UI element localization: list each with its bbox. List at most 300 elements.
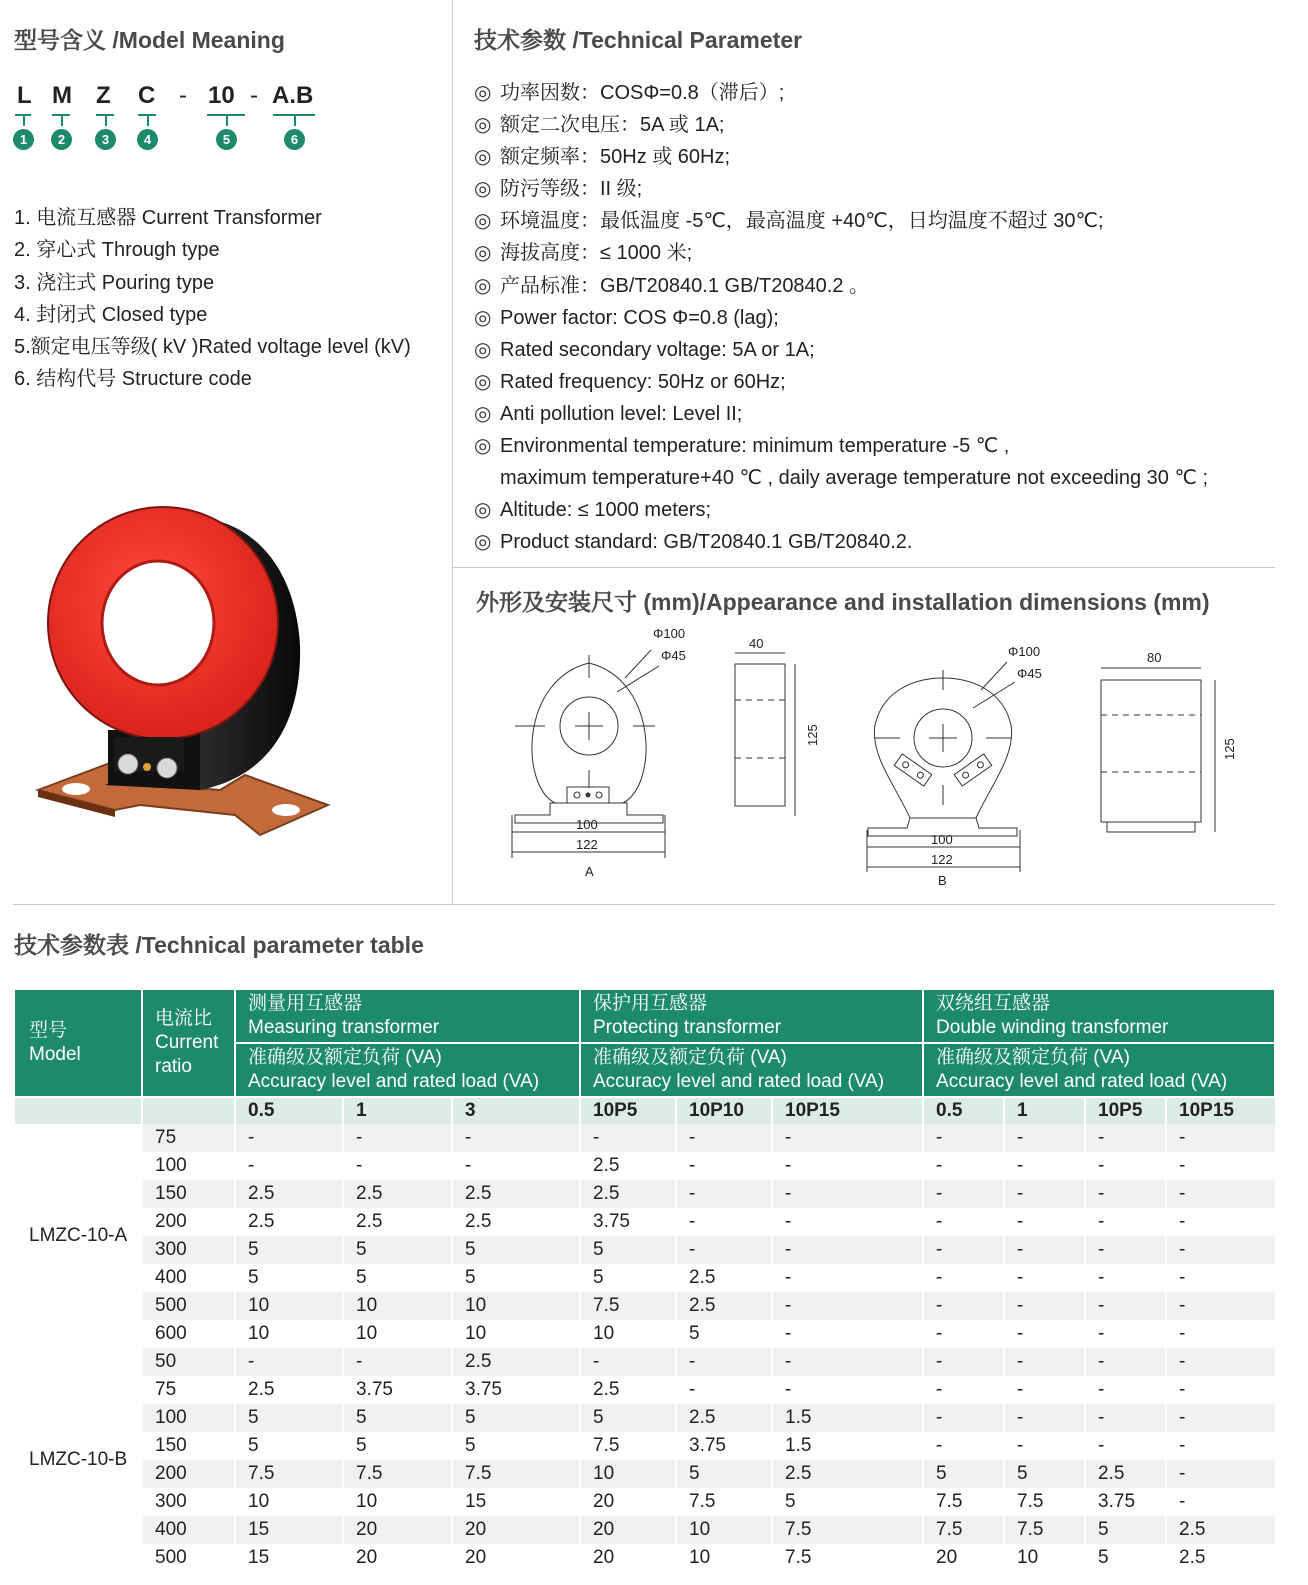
header-model: 型号 Model	[14, 989, 142, 1097]
bullet-icon: ◎	[474, 435, 492, 458]
value-cell: 10	[580, 1320, 676, 1348]
value-cell: 10	[235, 1292, 343, 1320]
bullet-icon: ◎	[474, 531, 492, 554]
header-measuring: 测量用互感器 Measuring transformer	[235, 989, 580, 1043]
code-tick	[23, 114, 25, 126]
table-row	[14, 1292, 1275, 1320]
value-cell: 10	[452, 1320, 580, 1348]
drawing-a-side	[735, 636, 820, 816]
param-item	[474, 398, 1208, 430]
value-cell: 5	[1085, 1544, 1166, 1572]
value-cell: 2.5	[772, 1460, 923, 1488]
value-cell: 20	[343, 1516, 452, 1544]
value-cell: -	[1004, 1264, 1085, 1292]
value-cell: 10	[1004, 1544, 1085, 1572]
code-number-badge: 3	[95, 129, 116, 150]
value-cell: 20	[580, 1516, 676, 1544]
grade-row	[14, 1097, 1275, 1124]
value-cell: -	[1004, 1208, 1085, 1236]
value-cell: 20	[452, 1544, 580, 1572]
value-cell: -	[1004, 1124, 1085, 1152]
meaning-item: 5.额定电压等级( kV )Rated voltage level (kV)	[14, 336, 411, 359]
value-cell: -	[1166, 1236, 1275, 1264]
value-cell: 15	[235, 1516, 343, 1544]
value-cell: -	[1004, 1376, 1085, 1404]
value-cell: 5	[676, 1320, 772, 1348]
value-cell: -	[1004, 1404, 1085, 1432]
value-cell: 10	[580, 1460, 676, 1488]
value-cell: 7.5	[772, 1516, 923, 1544]
bullet-icon: ◎	[474, 370, 492, 393]
header-accuracy: 准确级及额定负荷 (VA) Accuracy level and rated load (VA)	[923, 1043, 1275, 1097]
value-cell: -	[923, 1180, 1004, 1208]
value-cell: 2.5	[452, 1180, 580, 1208]
param-item	[474, 302, 1208, 334]
dim-label: 100	[576, 817, 598, 832]
ratio-cell: 75	[142, 1376, 235, 1404]
param-text: Product standard: GB/T20840.1 GB/T20840.2.	[500, 531, 913, 554]
value-cell: 20	[923, 1544, 1004, 1572]
value-cell: 5	[1004, 1460, 1085, 1488]
value-cell: 5	[580, 1236, 676, 1264]
table-row	[14, 1320, 1275, 1348]
value-cell: 5	[676, 1460, 772, 1488]
param-item	[474, 237, 1208, 269]
param-item	[474, 141, 1208, 173]
code-tick	[226, 114, 228, 126]
section-divider	[13, 904, 1275, 905]
bullet-icon: ◎	[474, 210, 492, 233]
value-cell: -	[923, 1292, 1004, 1320]
value-cell: 15	[452, 1488, 580, 1516]
value-cell: -	[1166, 1180, 1275, 1208]
value-cell: -	[772, 1348, 923, 1376]
meaning-item: 6. 结构代号 Structure code	[14, 368, 252, 391]
model-meaning-title: 型号含义 /Model Meaning	[14, 27, 285, 53]
ratio-cell: 500	[142, 1292, 235, 1320]
value-cell: 5	[235, 1404, 343, 1432]
value-cell: -	[923, 1348, 1004, 1376]
header-double-winding: 双绕组互感器 Double winding transformer	[923, 989, 1275, 1043]
value-cell: 2.5	[235, 1180, 343, 1208]
param-item	[474, 366, 1208, 398]
value-cell: 5	[235, 1236, 343, 1264]
dimension-drawing	[455, 620, 1275, 890]
ratio-cell: 200	[142, 1460, 235, 1488]
param-item	[474, 173, 1208, 205]
ratio-cell: 300	[142, 1488, 235, 1516]
dim-label: 80	[1147, 650, 1162, 665]
param-text: 额定频率：50Hz 或 60Hz;	[500, 146, 731, 169]
value-cell: -	[343, 1152, 452, 1180]
grade-cell: 3	[452, 1097, 580, 1124]
value-cell: -	[923, 1320, 1004, 1348]
table-row	[14, 1376, 1275, 1404]
dim-label: Φ100	[1008, 644, 1041, 659]
param-item	[474, 270, 1208, 302]
value-cell: -	[1166, 1460, 1275, 1488]
ratio-cell: 600	[142, 1320, 235, 1348]
value-cell: 7.5	[580, 1292, 676, 1320]
value-cell: -	[580, 1348, 676, 1376]
value-cell: 10	[235, 1488, 343, 1516]
value-cell: -	[1004, 1292, 1085, 1320]
value-cell: -	[772, 1180, 923, 1208]
value-cell: 10	[235, 1320, 343, 1348]
value-cell: -	[1166, 1264, 1275, 1292]
table-row	[14, 1432, 1275, 1460]
value-cell: 7.5	[235, 1460, 343, 1488]
value-cell: 2.5	[452, 1208, 580, 1236]
value-cell: 2.5	[343, 1208, 452, 1236]
value-cell: 10	[676, 1516, 772, 1544]
value-cell: -	[1085, 1404, 1166, 1432]
value-cell: 2.5	[580, 1180, 676, 1208]
value-cell: -	[923, 1432, 1004, 1460]
value-cell: -	[235, 1124, 343, 1152]
value-cell: -	[1085, 1432, 1166, 1460]
model-cell: LMZC-10-B	[14, 1348, 142, 1572]
table-row	[14, 1180, 1275, 1208]
value-cell: 3.75	[1085, 1488, 1166, 1516]
value-cell: -	[1004, 1152, 1085, 1180]
value-cell: 2.5	[580, 1376, 676, 1404]
value-cell: 7.5	[452, 1460, 580, 1488]
value-cell: -	[923, 1152, 1004, 1180]
ratio-cell: 400	[142, 1264, 235, 1292]
value-cell: 10	[343, 1320, 452, 1348]
bullet-icon: ◎	[474, 242, 492, 265]
grade-cell: 10P10	[676, 1097, 772, 1124]
value-cell: -	[676, 1376, 772, 1404]
value-cell: -	[343, 1348, 452, 1376]
ratio-cell: 300	[142, 1236, 235, 1264]
meaning-item: 4. 封闭式 Closed type	[14, 303, 208, 326]
value-cell: -	[676, 1124, 772, 1152]
value-cell: -	[772, 1236, 923, 1264]
bullet-icon: ◎	[474, 274, 492, 297]
value-cell: 5	[580, 1264, 676, 1292]
value-cell: 5	[772, 1488, 923, 1516]
param-continuation: maximum temperature+40 ℃ , daily average temperature not exceeding 30 ℃ ;	[500, 467, 1209, 490]
ratio-cell: 500	[142, 1544, 235, 1572]
value-cell: -	[772, 1292, 923, 1320]
value-cell: -	[923, 1236, 1004, 1264]
value-cell: -	[580, 1124, 676, 1152]
value-cell: -	[923, 1264, 1004, 1292]
table-row	[14, 1404, 1275, 1432]
param-item	[474, 430, 1208, 462]
dim-label: 125	[805, 724, 820, 746]
value-cell: 7.5	[343, 1460, 452, 1488]
table-row	[14, 1488, 1275, 1516]
value-cell: -	[1085, 1236, 1166, 1264]
table-row	[14, 1516, 1275, 1544]
grade-cell: 10P15	[1166, 1097, 1275, 1124]
table-row	[14, 1208, 1275, 1236]
value-cell: 2.5	[676, 1292, 772, 1320]
value-cell: -	[1085, 1180, 1166, 1208]
drawing-b-front	[867, 644, 1042, 888]
value-cell: -	[772, 1264, 923, 1292]
dim-label: Φ45	[661, 648, 686, 663]
header-accuracy: 准确级及额定负荷 (VA) Accuracy level and rated load (VA)	[580, 1043, 923, 1097]
value-cell: -	[1166, 1488, 1275, 1516]
ratio-cell: 75	[142, 1124, 235, 1152]
value-cell: -	[923, 1208, 1004, 1236]
code-letter: C	[138, 82, 156, 109]
table-row	[14, 1152, 1275, 1180]
value-cell: 5	[580, 1404, 676, 1432]
dim-label: 125	[1222, 738, 1237, 760]
value-cell: -	[1085, 1376, 1166, 1404]
param-text: 产品标准：GB/T20840.1 GB/T20840.2 。	[500, 274, 870, 297]
dim-label: 122	[931, 852, 953, 867]
product-photo	[30, 505, 340, 850]
value-cell: 2.5	[676, 1264, 772, 1292]
param-text: Anti pollution level: Level II;	[500, 402, 743, 425]
appearance-title: 外形及安装尺寸 (mm)/Appearance and installation dimensions (mm)	[476, 589, 1210, 615]
value-cell: -	[772, 1376, 923, 1404]
header-accuracy: 准确级及额定负荷 (VA) Accuracy level and rated load (VA)	[235, 1043, 580, 1097]
code-letter: L	[17, 82, 32, 109]
dim-label: Φ100	[653, 626, 686, 641]
value-cell: -	[1166, 1208, 1275, 1236]
value-cell: -	[1085, 1208, 1166, 1236]
value-cell: -	[452, 1124, 580, 1152]
code-tick	[61, 114, 63, 126]
grade-cell: 10P15	[772, 1097, 923, 1124]
value-cell: 7.5	[772, 1544, 923, 1572]
value-cell: 2.5	[1166, 1544, 1275, 1572]
value-cell: 2.5	[580, 1152, 676, 1180]
value-cell: 2.5	[235, 1208, 343, 1236]
technical-parameter-list	[474, 77, 1208, 558]
value-cell: 5	[1085, 1516, 1166, 1544]
code-letter: Z	[96, 82, 111, 109]
bullet-icon: ◎	[474, 114, 492, 137]
drawing-label: B	[938, 873, 947, 888]
value-cell: -	[1085, 1292, 1166, 1320]
param-item	[474, 494, 1208, 526]
param-item	[474, 205, 1208, 237]
grade-cell: 1	[343, 1097, 452, 1124]
drawing-b-side	[1101, 650, 1237, 832]
value-cell: -	[676, 1180, 772, 1208]
param-text: 防污等级：II 级;	[500, 178, 643, 201]
drawing-a-front	[512, 626, 686, 879]
value-cell: -	[1085, 1320, 1166, 1348]
value-cell: 5	[343, 1236, 452, 1264]
model-cell: LMZC-10-A	[14, 1124, 142, 1348]
code-number-badge: 6	[284, 129, 305, 150]
table-row	[14, 1264, 1275, 1292]
value-cell: -	[235, 1348, 343, 1376]
value-cell: -	[676, 1236, 772, 1264]
value-cell: 2.5	[235, 1376, 343, 1404]
value-cell: -	[1004, 1236, 1085, 1264]
value-cell: 20	[452, 1516, 580, 1544]
value-cell: -	[923, 1124, 1004, 1152]
ratio-cell: 150	[142, 1180, 235, 1208]
value-cell: -	[676, 1348, 772, 1376]
drawing-label: A	[585, 864, 594, 879]
value-cell: 5	[452, 1264, 580, 1292]
value-cell: -	[772, 1124, 923, 1152]
value-cell: 10	[452, 1292, 580, 1320]
value-cell: -	[1166, 1348, 1275, 1376]
value-cell: -	[772, 1320, 923, 1348]
value-cell: -	[1166, 1292, 1275, 1320]
param-text: 功率因数：COSΦ=0.8（滞后）;	[500, 82, 785, 104]
param-text: 额定二次电压：5A 或 1A;	[500, 114, 725, 137]
value-cell: -	[343, 1124, 452, 1152]
value-cell: 2.5	[452, 1348, 580, 1376]
value-cell: 7.5	[1004, 1516, 1085, 1544]
param-text: Rated frequency: 50Hz or 60Hz;	[500, 370, 786, 393]
value-cell: 5	[343, 1404, 452, 1432]
model-meaning-list	[14, 202, 411, 396]
bullet-icon: ◎	[474, 146, 492, 169]
value-cell: 7.5	[923, 1516, 1004, 1544]
dim-label: 122	[576, 837, 598, 852]
code-letter: M	[52, 82, 72, 109]
value-cell: 5	[235, 1432, 343, 1460]
value-cell: 10	[676, 1544, 772, 1572]
value-cell: 7.5	[676, 1488, 772, 1516]
value-cell: 3.75	[452, 1376, 580, 1404]
table-row	[14, 1348, 1275, 1376]
value-cell: 3.75	[580, 1208, 676, 1236]
code-tick	[147, 114, 149, 126]
dim-label: 40	[749, 636, 764, 651]
bullet-icon: ◎	[474, 178, 492, 201]
code-number-badge: 4	[137, 129, 158, 150]
header-protecting: 保护用互感器 Protecting transformer	[580, 989, 923, 1043]
ratio-cell: 50	[142, 1348, 235, 1376]
value-cell: 5	[343, 1264, 452, 1292]
value-cell: -	[1166, 1432, 1275, 1460]
grade-cell: 10P5	[580, 1097, 676, 1124]
dim-label: 100	[931, 832, 953, 847]
param-text: Altitude: ≤ 1000 meters;	[500, 499, 712, 522]
value-cell: 5	[452, 1432, 580, 1460]
ratio-cell: 150	[142, 1432, 235, 1460]
table-row	[14, 1124, 1275, 1152]
value-cell: -	[1166, 1152, 1275, 1180]
param-text: 环境温度：最低温度 -5℃，最高温度 +40℃，日均温度不超过 30℃;	[500, 210, 1104, 233]
value-cell: -	[1166, 1124, 1275, 1152]
value-cell: -	[1085, 1264, 1166, 1292]
section-divider	[453, 567, 1275, 568]
code-tick	[105, 114, 107, 126]
bullet-icon: ◎	[474, 306, 492, 329]
bullet-icon: ◎	[474, 82, 492, 104]
bullet-icon: ◎	[474, 499, 492, 522]
code-number-badge: 2	[51, 129, 72, 150]
value-cell: -	[676, 1152, 772, 1180]
code-tick	[294, 114, 296, 126]
value-cell: -	[1004, 1180, 1085, 1208]
param-item	[474, 334, 1208, 366]
meaning-item: 1. 电流互感器 Current Transformer	[14, 207, 322, 229]
parameter-table	[13, 988, 1276, 1572]
value-cell: -	[1166, 1320, 1275, 1348]
technical-parameter-title: 技术参数 /Technical Parameter	[474, 27, 803, 53]
value-cell: 3.75	[676, 1432, 772, 1460]
value-cell: 2.5	[343, 1180, 452, 1208]
value-cell: 15	[235, 1544, 343, 1572]
meaning-item: 3. 浇注式 Pouring type	[14, 271, 215, 294]
code-voltage: 10	[208, 82, 235, 109]
value-cell: -	[1004, 1432, 1085, 1460]
dim-label: Φ45	[1017, 666, 1042, 681]
bullet-icon: ◎	[474, 338, 492, 361]
table-row	[14, 1460, 1275, 1488]
grade-cell: 10P5	[1085, 1097, 1166, 1124]
value-cell: 20	[580, 1544, 676, 1572]
value-cell: 1.5	[772, 1404, 923, 1432]
table-row	[14, 1236, 1275, 1264]
grade-cell: 1	[1004, 1097, 1085, 1124]
value-cell: 5	[923, 1460, 1004, 1488]
value-cell: 10	[343, 1488, 452, 1516]
ratio-cell: 400	[142, 1516, 235, 1544]
value-cell: -	[235, 1152, 343, 1180]
param-text: Environmental temperature: minimum temperature -5 ℃ ,	[500, 435, 1010, 458]
param-text: Rated secondary voltage: 5A or 1A;	[500, 338, 815, 361]
ratio-cell: 100	[142, 1152, 235, 1180]
value-cell: -	[676, 1208, 772, 1236]
header-ratio: 电流比 Current ratio	[142, 989, 235, 1097]
value-cell: 5	[343, 1432, 452, 1460]
value-cell: -	[1085, 1152, 1166, 1180]
value-cell: 2.5	[1166, 1516, 1275, 1544]
table-body	[14, 1124, 1275, 1572]
value-cell: 7.5	[923, 1488, 1004, 1516]
column-divider	[452, 0, 453, 905]
value-cell: -	[1166, 1404, 1275, 1432]
bullet-icon: ◎	[474, 402, 492, 425]
grade-cell: 0.5	[235, 1097, 343, 1124]
code-dash: -	[179, 82, 187, 109]
code-structure: A.B	[272, 82, 314, 109]
value-cell: -	[772, 1152, 923, 1180]
value-cell: -	[1004, 1348, 1085, 1376]
param-item	[474, 526, 1208, 558]
parameter-table-title: 技术参数表 /Technical parameter table	[14, 932, 424, 958]
value-cell: 20	[580, 1488, 676, 1516]
value-cell: 7.5	[580, 1432, 676, 1460]
code-number-badge: 1	[13, 129, 34, 150]
value-cell: 3.75	[343, 1376, 452, 1404]
value-cell: -	[923, 1404, 1004, 1432]
value-cell: -	[1004, 1320, 1085, 1348]
param-text: 海拔高度：≤ 1000 米;	[500, 242, 693, 265]
value-cell: 10	[343, 1292, 452, 1320]
code-number-badge: 5	[216, 129, 237, 150]
value-cell: 5	[452, 1404, 580, 1432]
ratio-cell: 200	[142, 1208, 235, 1236]
value-cell: 2.5	[676, 1404, 772, 1432]
grade-cell: 0.5	[923, 1097, 1004, 1124]
value-cell: -	[1085, 1124, 1166, 1152]
value-cell: -	[772, 1208, 923, 1236]
param-text: Power factor: COS Φ=0.8 (lag);	[500, 306, 779, 329]
meaning-item: 2. 穿心式 Through type	[14, 239, 220, 262]
value-cell: 20	[343, 1544, 452, 1572]
value-cell: 1.5	[772, 1432, 923, 1460]
